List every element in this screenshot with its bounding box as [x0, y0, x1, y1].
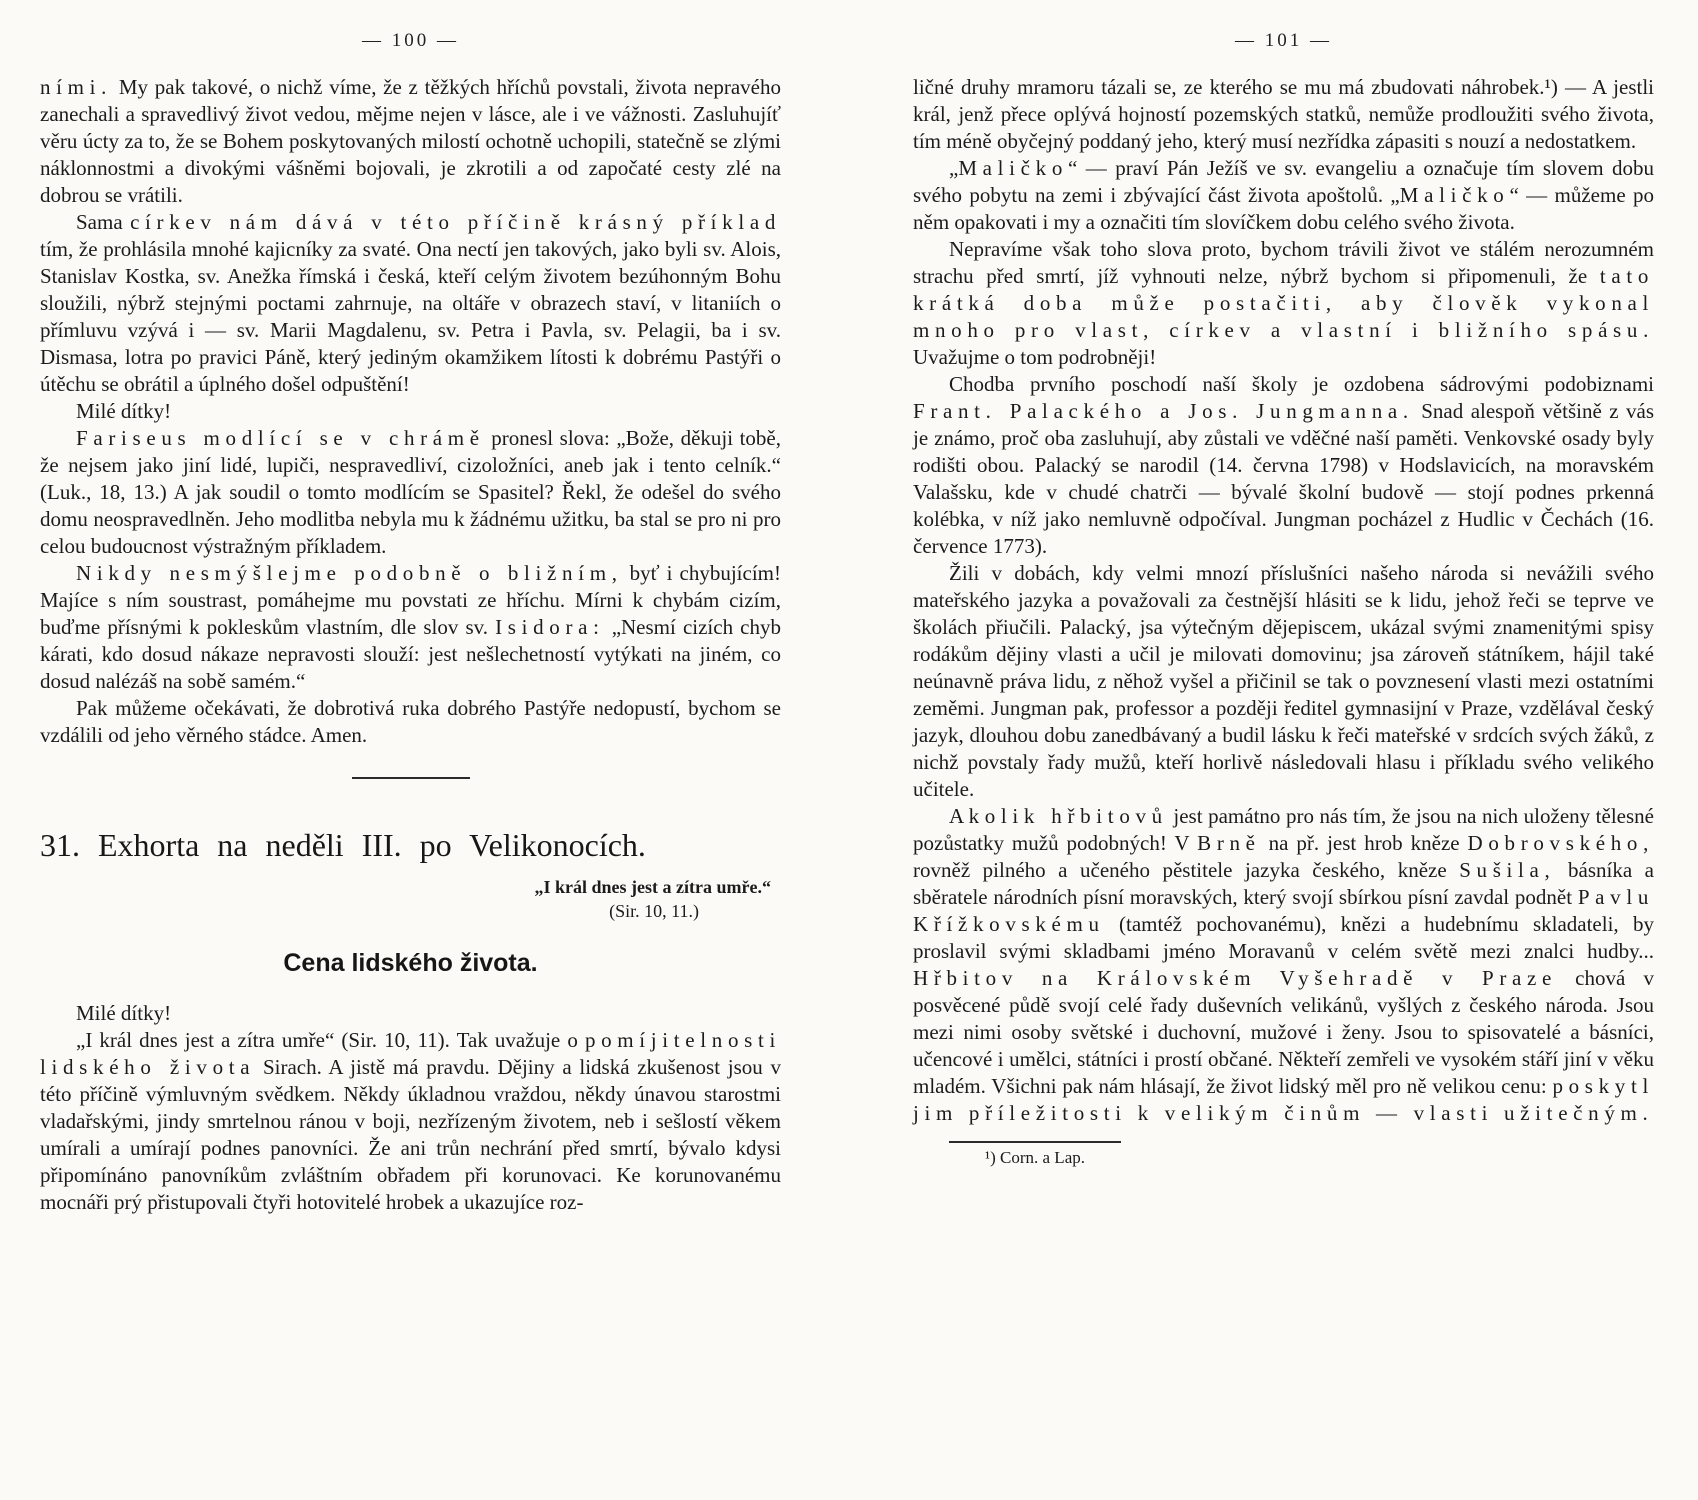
text-run: „I král dnes jest a zítra umře“ (Sir. 10, 11). Tak uvažuje o: [76, 1028, 585, 1052]
emphasized-text-run: Maličko: [1399, 183, 1510, 207]
paragraph: [40, 560, 781, 695]
emphasized-text-run: Maličko: [958, 156, 1069, 180]
text-run: básníka a sběratele národních písní moravských, který svojí sbírkou písní zavdal podnět: [913, 858, 1654, 909]
paragraph: [40, 1027, 781, 1216]
paragraph: [40, 74, 781, 209]
emphasized-text-run: Brně: [1197, 831, 1261, 855]
text-run: Snad alespoň většině z vás je známo, proč oba zasluhují, aby zůstali ve vděčné naší paměti. Venkovské osady byly rodišti obou. Palacký se narodil (14. června 1798) v Hodslavicích, na moravském Valašsku, kde v chudé chatrči — bývalé školní budově — stojí podnes prkenná kolébka, v níž jako nemluvně odpočíval. Jungman pocházel z Hudlic v Čechách (16. července 1773).: [913, 399, 1654, 558]
emphasized-text-run: poskytl jim příležitosti k velikým činům — vlasti užitečným.: [913, 1074, 1654, 1125]
text-run: tím, že prohlásila mnohé kajicníky za svaté. Ona nectí jen takových, jako byli sv. Alois, Stanislav Kostka, sv. Anežka římská i česká, kteří celým životem bezúhonným Bohu sloužili, nýbrž stejnými poctami zahrnuje, na oltáře v obrazech staví, v litaniích o přímluvu vzývá i — sv. Marii Magdalenu, sv. Petra i Pavla, sv. Pelagii, ba i sv. Dismasa, lotra po pravici Páně, který jediným okamžikem lítosti k dobrému Pastýři o útěchu se obrátil a úplného došel odpuštění!: [40, 237, 781, 396]
paragraph: [40, 695, 781, 749]
emphasized-text-run: Fariseus modlící se v chrámě: [76, 426, 485, 450]
text-run: “ — můžeme po něm opakovati i my a označiti tím slovíčkem dobu celého svého života.: [913, 183, 1655, 234]
emphasized-text-run: tato krátká doba může postačiti, aby člověk vykonal mnoho pro vlast, církev a vlastní i bližního spásu.: [913, 264, 1654, 342]
text-run: A: [949, 804, 969, 828]
text-run: rovněž pilného a učeného pěstitele jazyka českého, kněze: [913, 858, 1460, 882]
paragraph: [913, 560, 1654, 803]
emphasized-text-run: církev nám dává v této příčině krásný příklad: [130, 210, 782, 234]
text-run: Pak můžeme očekávati, že dobrotivá ruka dobrého Pastýře nedopustí, bychom se vzdálili od jeho věrného stádce. Amen.: [40, 696, 781, 747]
emphasized-text-run: Isidora:: [495, 615, 605, 639]
text-run: byť i chybujícím! Majíce s ním soustrast, pomáhejme mu povstati ze hříchu. Mírni k chybám cizím, buďme přísnými k pokleskům vlastním, dle slov sv.: [40, 561, 781, 639]
paragraph: [40, 209, 781, 398]
text-run: „: [949, 156, 959, 180]
page-body-left: [40, 74, 781, 1216]
text-run: „Nesmí cizích chyb kárati, kdo dosud nákaze nepravosti slouží: jest nešlechetností vytýkati na jiném, co dosud nalézáš na sobě samém.“: [40, 615, 781, 693]
text-run: Chodba prvního poschodí naší školy je ozdobena sádrovými podobiznami: [949, 372, 1654, 396]
text-run: Sama: [76, 210, 131, 234]
page-number-left: — 100 —: [362, 30, 459, 51]
section-divider: [352, 777, 470, 779]
emphasized-text-run: Nikdy nesmýšlejme podobně o bližním,: [76, 561, 623, 585]
paragraph: [913, 74, 1654, 155]
emphasized-text-run: Sušila,: [1459, 858, 1556, 882]
emphasized-text-run: ními.: [40, 75, 113, 99]
emphasized-text-run: Pavlu Křížkovskému: [913, 885, 1654, 936]
footnote-rule: [949, 1141, 1121, 1143]
epigraph: [40, 875, 771, 923]
footnote-text: ¹) Corn. a Lap.: [985, 1148, 1085, 1167]
epigraph-quote: „I král dnes jest a zítra umře.“: [534, 877, 771, 897]
text-run: Uvažujme o tom podrobněji!: [913, 345, 1157, 369]
page-body-right: [913, 74, 1654, 1168]
emphasized-text-run: kolik hřbitovů: [968, 804, 1168, 828]
emphasized-text-run: Frant. Palackého a Jos. Jungmanna.: [913, 399, 1414, 423]
emphasized-text-run: pomíjitelnosti lidského života: [40, 1028, 781, 1079]
epigraph-source: (Sir. 10, 11.): [609, 901, 699, 921]
text-run: Sirach. A jistě má pravdu. Dějiny a lidská zkušenost jsou v této příčině výmluvným svědkem. Někdy úkladnou vraždou, někdy únavou starostmi vladařskými, jindy smrtelnou ránou v boji, nezřízeným životem, neb i sešlostí věkem umírali a umírají podnes panovníci. Že ani trůn nechrání před smrtí, bývalo kdysi připomínáno panovníkům zvláštním obřadem při korunovaci. Ke korunovanému mocnáři prý přistupovali čtyři hotovitelé hrobek a ukazujíce roz-: [40, 1055, 781, 1214]
text-run: jest památno pro nás tím, že jsou na nich uloženy tělesné pozůstatky mužů podobných! V: [913, 804, 1654, 855]
text-run: Milé dítky!: [76, 1001, 172, 1025]
paragraph: [913, 236, 1654, 371]
paragraph: [913, 803, 1654, 1127]
paragraph: [40, 425, 781, 560]
text-run: pronesl slova: „Bože, děkuji tobě, že nejsem jako jiní lidé, lupiči, nespravedliví, cizoložníci, aneb jak i tento celník.“ (Luk., 18, 13.) A jak soudil o tomto modlícím se Spasitel? Řekl, že odešel do svého domu neospravedlněn. Jeho modlitba nebyla mu k žádnému užitku, ba stal se pro ni pro celou budoucnost výstražným příkladem.: [40, 426, 781, 558]
text-run: na př. jest hrob kněze: [1260, 831, 1468, 855]
text-run: Milé dítky!: [76, 399, 172, 423]
page-number-right: — 101 —: [1235, 30, 1332, 51]
paragraph: [40, 398, 781, 425]
section-heading: Cena lidského života.: [283, 949, 538, 977]
text-run: ličné druhy mramoru tázali se, ze kterého se mu má zbudovati náhrobek.¹) — A jestli král, jenž přece oplývá hojností pozemských statků, nemůže prodloužiti svého života, tím méně obyčejný poddaný jeho, který musí nezřídka zápasiti s nouzí a nedostatkem.: [913, 75, 1654, 153]
emphasized-text-run: Hřbitov na Královském Vyšehradě v Praze: [913, 966, 1557, 990]
emphasized-text-run: Dobrovského,: [1467, 831, 1654, 855]
page-right: [913, 30, 1654, 1500]
text-run: Nepravíme však toho slova proto, bychom trávili život ve stálém nerozumném strachu před smrtí, jíž vyhnouti nelze, nýbrž bychom si připomenuli, že: [913, 237, 1654, 288]
text-run: Žili v dobách, kdy velmi mnozí příslušníci našeho národa si nevážili svého mateřského jazyka a považovali za čestnější hlásiti se k lidu, jehož řeči se teprve ve školách přiučili. Palacký, jsa výtečným dějepiscem, ukázal svými znamenitými spisy rodákům dějiny vlasti a učil je milovati domovinu; jsa zároveň státníkem, hájil také neúnavně práva lidu, z něhož vyšel a přičinil se tak o povznesení vlasti mezi ostatními zeměmi. Jungman pak, professor a později ředitel gymnasijní v Praze, vzdělával český jazyk, dlouhou dobu zanedbávaný a budil lásku k řeči mateřské v srdcích svých žáků, z nichž povstaly řady mužů, kteří horlivě následovali hlasu i příkladu svého velikého učitele.: [913, 561, 1654, 801]
text-run: (tamtéž pochovanému), knězi a hudebnímu skladateli, by proslavil svými skladbami jméno Moravanů v celém světě mezi znalci hudby...: [913, 912, 1654, 963]
paragraph: [40, 1000, 781, 1027]
paragraph: [913, 371, 1654, 560]
text-run: My pak takové, o nichž víme, že z těžkých hříchů povstali, života nepravého zanechali a spravedlivý život vedou, mějme nejen v lásce, ale i ve vážnosti. Zasluhujíť věru úcty za to, že se Bohem poskytovaných milostí ochotně uchopili, statečně se zlými náklonnostmi a divokými vášněmi bojovali, je zkrotili a od započaté cesty zlé na dobrou se vrátili.: [40, 75, 781, 207]
text-run: chová v posvěcené půdě svojí celé řady duševních velikánů, vyšlých z českého národa. Jsou mezi nimi osoby světské i duchovní, mužové i ženy. Jsou to spisovatelé a básníci, učencové i umělci, státníci i prostí občané. Někteří zemřeli ve vysokém stáří jiní v věku mladém. Všichni pak nám hlásají, že život lidský měl pro ně velikou cenu:: [913, 966, 1654, 1098]
text-run: “ — praví Pán Ježíš ve sv. evangeliu a označuje tím slovem dobu svého pobytu na zemi i zbývající část života apoštolů. „: [913, 156, 1654, 207]
paragraph: [913, 155, 1654, 236]
page-left: [40, 30, 781, 1500]
footnote: [913, 1141, 1654, 1168]
chapter-heading: 31. Exhorta na neděli III. po Velikonocích.: [40, 827, 646, 863]
